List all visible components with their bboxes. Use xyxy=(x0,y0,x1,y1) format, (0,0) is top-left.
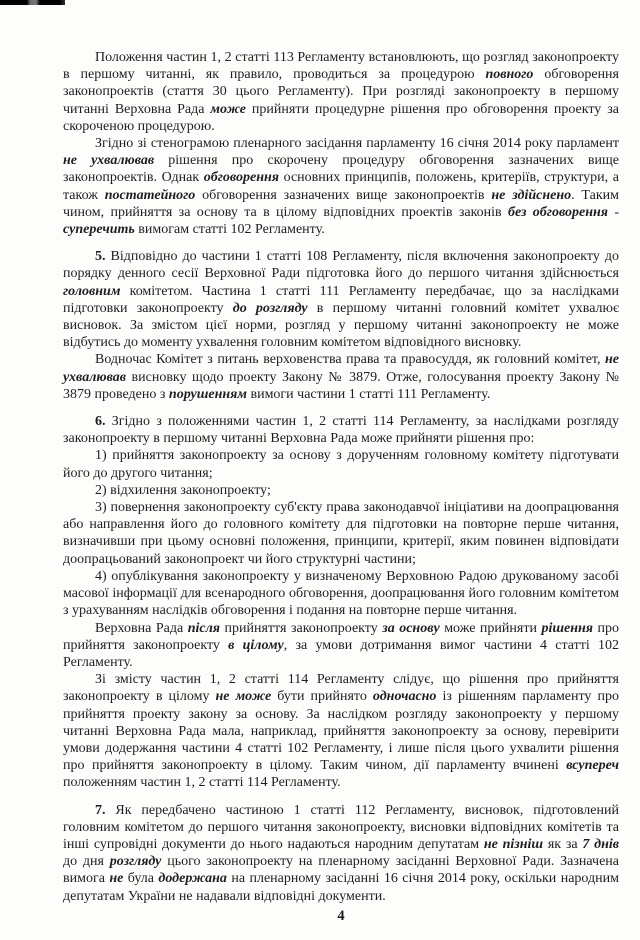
text-run: в першому читанні головний комітет ухвалює висновок. За змістом цієї норми, розгляд у першому читанні законопроекту не може відбутись до моменту ухвалення головним комітетом відповідного висновку. xyxy=(63,300,620,351)
paragraph xyxy=(63,248,619,351)
text-run: Згідно зі стенограмою пленарного засідання парламенту 16 січня 2014 року парламент xyxy=(95,136,619,152)
text-run: прийняти процедурне рішення про обговорення проекту за скороченою процедурою. xyxy=(63,101,619,134)
text-run: Відповідно до частини 1 статті 108 Регламенту, після включення законопроекту до порядку денного сесії Верховної Ради підготовка його до першого читання здійснюється xyxy=(63,249,619,282)
emphasis-run: не xyxy=(109,871,124,887)
text-run: , за умови дотримання вимог частини 4 статті 102 Регламенту. xyxy=(63,637,620,670)
text-run: із рішенням парламенту про прийняття проекту закону за основу. За наслідком розгляду законопроекту у першому читанні Верховна Рада мала, наприклад, прийняття законопроекту за основу, перевірити умови додержання частини 4 статті 102 Регламенту, і лише після цього ухвалити рішення про прийняття законопроекту в цілому. Таким чином, дії парламенту вчинені xyxy=(63,689,619,774)
text-run: Як передбачено частиною 1 статті 112 Регламенту, висновок, підготовлений головним комітетом до першого читання законопроекту, висновки відповідних комітетів та інші супровідні документи до нього надаються народним депутатам xyxy=(63,802,619,852)
emphasis-run: головним xyxy=(63,283,121,299)
text-run: вимоги частини 1 статті 111 Регламенту. xyxy=(246,386,491,402)
emphasis-run: не здійснено xyxy=(491,187,572,203)
emphasis-run: постатейного xyxy=(104,187,196,203)
emphasis-run: порушенням xyxy=(168,386,247,402)
text-run: була xyxy=(123,871,159,887)
text-run: висновку щодо проекту Закону № 3879. Отже, голосування проекту Закону № 3879 проведено з xyxy=(63,369,619,402)
emphasis-run: обговорення xyxy=(203,170,279,186)
emphasis-run: не ухвалював xyxy=(63,352,619,385)
text-run: комітетом. Частина 1 статті 111 Регламенту передбачає, що за наслідками підготовки законопроекту xyxy=(63,283,619,316)
text-run: може прийняти xyxy=(439,620,542,636)
text-run: про прийняття законопроекту xyxy=(63,620,620,653)
text-run: Зі змісту частин 1, 2 статті 114 Регламенту слідує, що рішення про прийняття законопроекту в цілому xyxy=(63,672,619,705)
emphasis-run: після xyxy=(187,620,221,636)
paragraph xyxy=(63,49,619,135)
text-run: обговорення зазначених вище законопроектів xyxy=(195,187,492,203)
emphasis-run: повного xyxy=(485,67,534,83)
emphasis-run: може xyxy=(210,101,246,117)
paragraph xyxy=(63,413,619,447)
emphasis-run: суперечить xyxy=(63,222,135,238)
page-number: 4 xyxy=(337,908,345,924)
emphasis-run: рішення xyxy=(541,620,593,636)
paragraph xyxy=(63,671,619,791)
text-run: - xyxy=(608,204,619,220)
emphasis-run: до розгляду xyxy=(232,300,308,316)
paragraph xyxy=(63,620,619,672)
text-run: на пленарному засіданні 16 січня 2014 року, оскільки народним депутатам України не надавали відповідні документи. xyxy=(63,871,619,904)
emphasis-run: не ухвалював xyxy=(63,153,155,169)
emphasis-run: 7 днів xyxy=(582,836,619,852)
emphasis-run: 7. xyxy=(95,802,106,818)
paragraph xyxy=(63,568,619,620)
text-run: основних принципів, положень, критеріїв, структури, а також xyxy=(63,170,619,203)
text-run: рішення про скорочену процедуру обговорення зазначених вище законопроектів. Однак xyxy=(63,153,619,186)
emphasis-run: не може xyxy=(215,689,272,705)
paragraph xyxy=(63,802,619,905)
text-run: 4) опублікування законопроекту у визначеному Верховною Радою друкованому засобі масової інформації для всенародного обговорення, доопрацювання його головним комітетом з урахуванням наслідків обговорення і подання на повторне перше читання. xyxy=(63,568,619,619)
document-body xyxy=(63,49,619,905)
paragraph xyxy=(63,447,619,481)
text-run: як за xyxy=(543,836,583,852)
paragraph xyxy=(63,135,619,238)
text-run: цього законопроекту на пленарному засіданні Верховної Ради. Зазначена вимога xyxy=(63,854,619,887)
emphasis-run: 6. xyxy=(95,414,106,430)
emphasis-run: в цілому xyxy=(228,637,284,653)
emphasis-run: не пізніш xyxy=(483,836,544,852)
scanner-artifact-mark xyxy=(0,0,65,5)
emphasis-run: розгляду xyxy=(109,854,162,870)
text-run: . Таким чином, прийняття за основу та в цілому відповідних проектів законів xyxy=(63,187,620,220)
text-run: бути прийнято xyxy=(271,689,373,705)
text-run: вимогам статті 102 Регламенту. xyxy=(134,222,325,238)
text-run: обговорення законопроектів (стаття 30 цього Регламенту). При розгляді законопроекту в першому читанні Верховна Рада xyxy=(63,67,619,117)
paragraph xyxy=(63,482,619,499)
emphasis-run: одночасно xyxy=(372,689,437,705)
text-run: Положення частин 1, 2 статті 113 Регламенту встановлюють, що розгляд законопроекту в першому читанні, як правило, проводиться за процедурою xyxy=(63,50,619,83)
text-run: до дня xyxy=(63,854,110,870)
emphasis-run: за основу xyxy=(382,620,440,636)
text-run: Верховна Рада xyxy=(95,620,188,636)
paragraph xyxy=(63,351,619,403)
text-run: Водночас Комітет з питань верховенства права та правосуддя, як головний комітет, xyxy=(95,352,605,368)
emphasis-run: всупереч xyxy=(566,758,619,774)
text-run: прийняття законопроекту xyxy=(220,620,383,636)
emphasis-run: додержана xyxy=(158,871,227,887)
emphasis-run: без обговорення xyxy=(507,204,608,220)
text-run: положенням частин 1, 2 статті 114 Регламенту. xyxy=(63,775,341,791)
text-run: 3) повернення законопроекту суб'єкту права законодавчої ініціативи на доопрацювання або направлення його до головного комітету для підготовки на повторне перше читання, визначивши при цьому основні положення, принципи, критерії, яким повинен відповідати доопрацьований законопроект чи його структурні частини; xyxy=(63,500,619,567)
text-run: 2) відхилення законопроекту; xyxy=(95,482,271,498)
emphasis-run: 5. xyxy=(95,249,106,265)
paragraph xyxy=(63,499,619,568)
text-run: Згідно з положеннями частин 1, 2 статті 114 Регламенту, за наслідками розгляду законопроекту в першому читанні Верховна Рада може прийняти рішення про: xyxy=(63,414,619,447)
text-run: 1) прийняття законопроекту за основу з дорученням головному комітету підготувати його до другого читання; xyxy=(63,448,619,481)
